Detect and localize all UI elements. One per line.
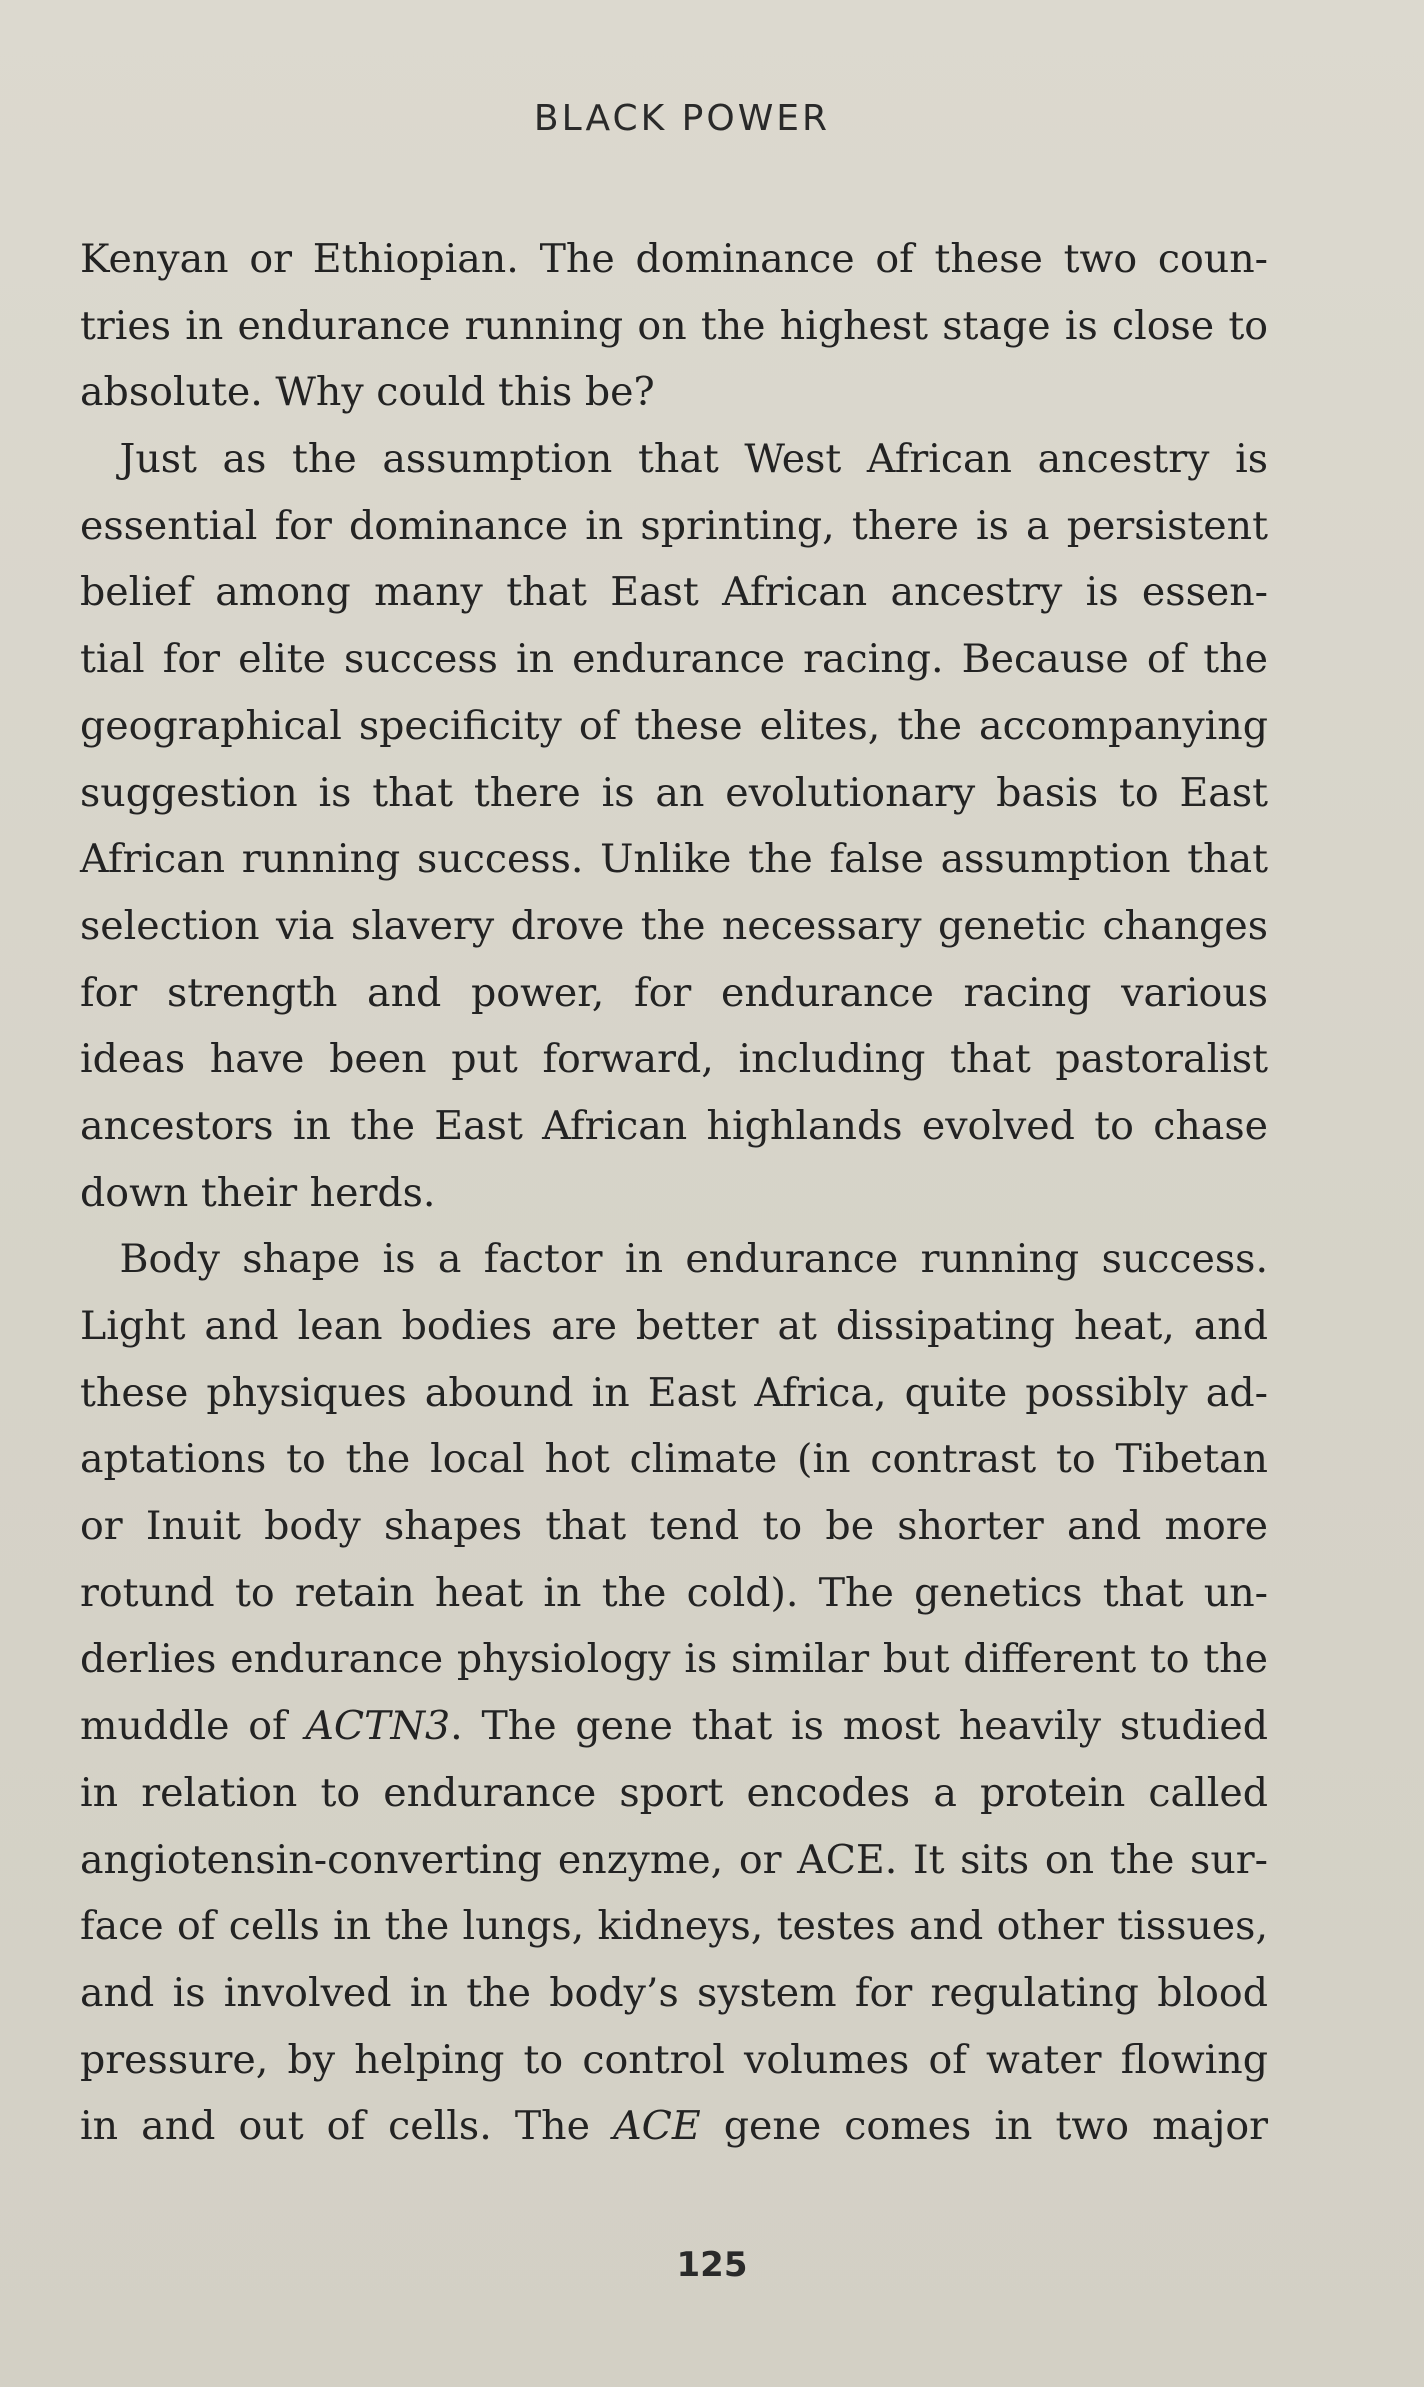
- running-head: BLACK POWER: [533, 98, 831, 139]
- text-line: rotund to retain heat in the cold). The genetics that un-: [80, 1569, 1268, 1616]
- gene-name-italic: ACE: [613, 2103, 701, 2150]
- text-line: African running success. Unlike the false assumption that: [80, 836, 1268, 883]
- text-line: angiotensin-converting enzyme, or ACE. It sits on the sur-: [80, 1836, 1268, 1883]
- text-line: for strength and power, for endurance racing various: [80, 969, 1268, 1016]
- text-line: and is involved in the body’s system for regulating blood: [80, 1969, 1268, 2016]
- text-line: muddle of ACTN3. The gene that is most heavily studied: [80, 1703, 1268, 1750]
- text-line: these physiques abound in East Africa, quite possibly ad-: [80, 1369, 1268, 1416]
- text-line: Body shape is a factor in endurance running success.: [80, 1236, 1268, 1283]
- text-line: belief among many that East African ancestry is essen-: [80, 569, 1268, 616]
- text-line: in and out of cells. The ACE gene comes in two major: [80, 2103, 1269, 2150]
- text-line: suggestion is that there is an evolutionary basis to East: [80, 769, 1268, 816]
- text-line: geographical specificity of these elites, the accompanying: [80, 702, 1268, 749]
- text-line: selection via slavery drove the necessary genetic changes: [80, 902, 1268, 949]
- text-line: aptations to the local hot climate (in contrast to Tibetan: [80, 1436, 1268, 1483]
- text-line: ancestors in the East African highlands evolved to chase: [80, 1102, 1268, 1149]
- text-line: tial for elite success in endurance racing. Because of the: [80, 636, 1268, 683]
- text-line: in relation to endurance sport encodes a protein called: [80, 1769, 1268, 1816]
- gene-name-italic: ACTN3: [305, 1703, 451, 1750]
- text-line: down their herds.: [80, 1169, 436, 1216]
- text-line: face of cells in the lungs, kidneys, testes and other tissues,: [80, 1903, 1268, 1950]
- text-line: tries in endurance running on the highest stage is close to: [80, 302, 1268, 349]
- page-number: 125: [676, 2245, 748, 2285]
- text-line: ideas have been put forward, including that pastoralist: [80, 1036, 1268, 1083]
- text-line: absolute. Why could this be?: [80, 369, 655, 416]
- text-line: Just as the assumption that West African ancestry is: [80, 436, 1268, 483]
- text-line: essential for dominance in sprinting, there is a persistent: [80, 502, 1268, 549]
- text-line: Kenyan or Ethiopian. The dominance of these two coun-: [80, 236, 1268, 282]
- text-line: or Inuit body shapes that tend to be shorter and more: [80, 1503, 1268, 1550]
- text-line: pressure, by helping to control volumes of water flowing: [80, 2036, 1268, 2083]
- body-text: [80, 226, 1268, 2160]
- text-line: derlies endurance physiology is similar but different to the: [80, 1636, 1268, 1683]
- text-line: Light and lean bodies are better at dissipating heat, and: [80, 1303, 1268, 1349]
